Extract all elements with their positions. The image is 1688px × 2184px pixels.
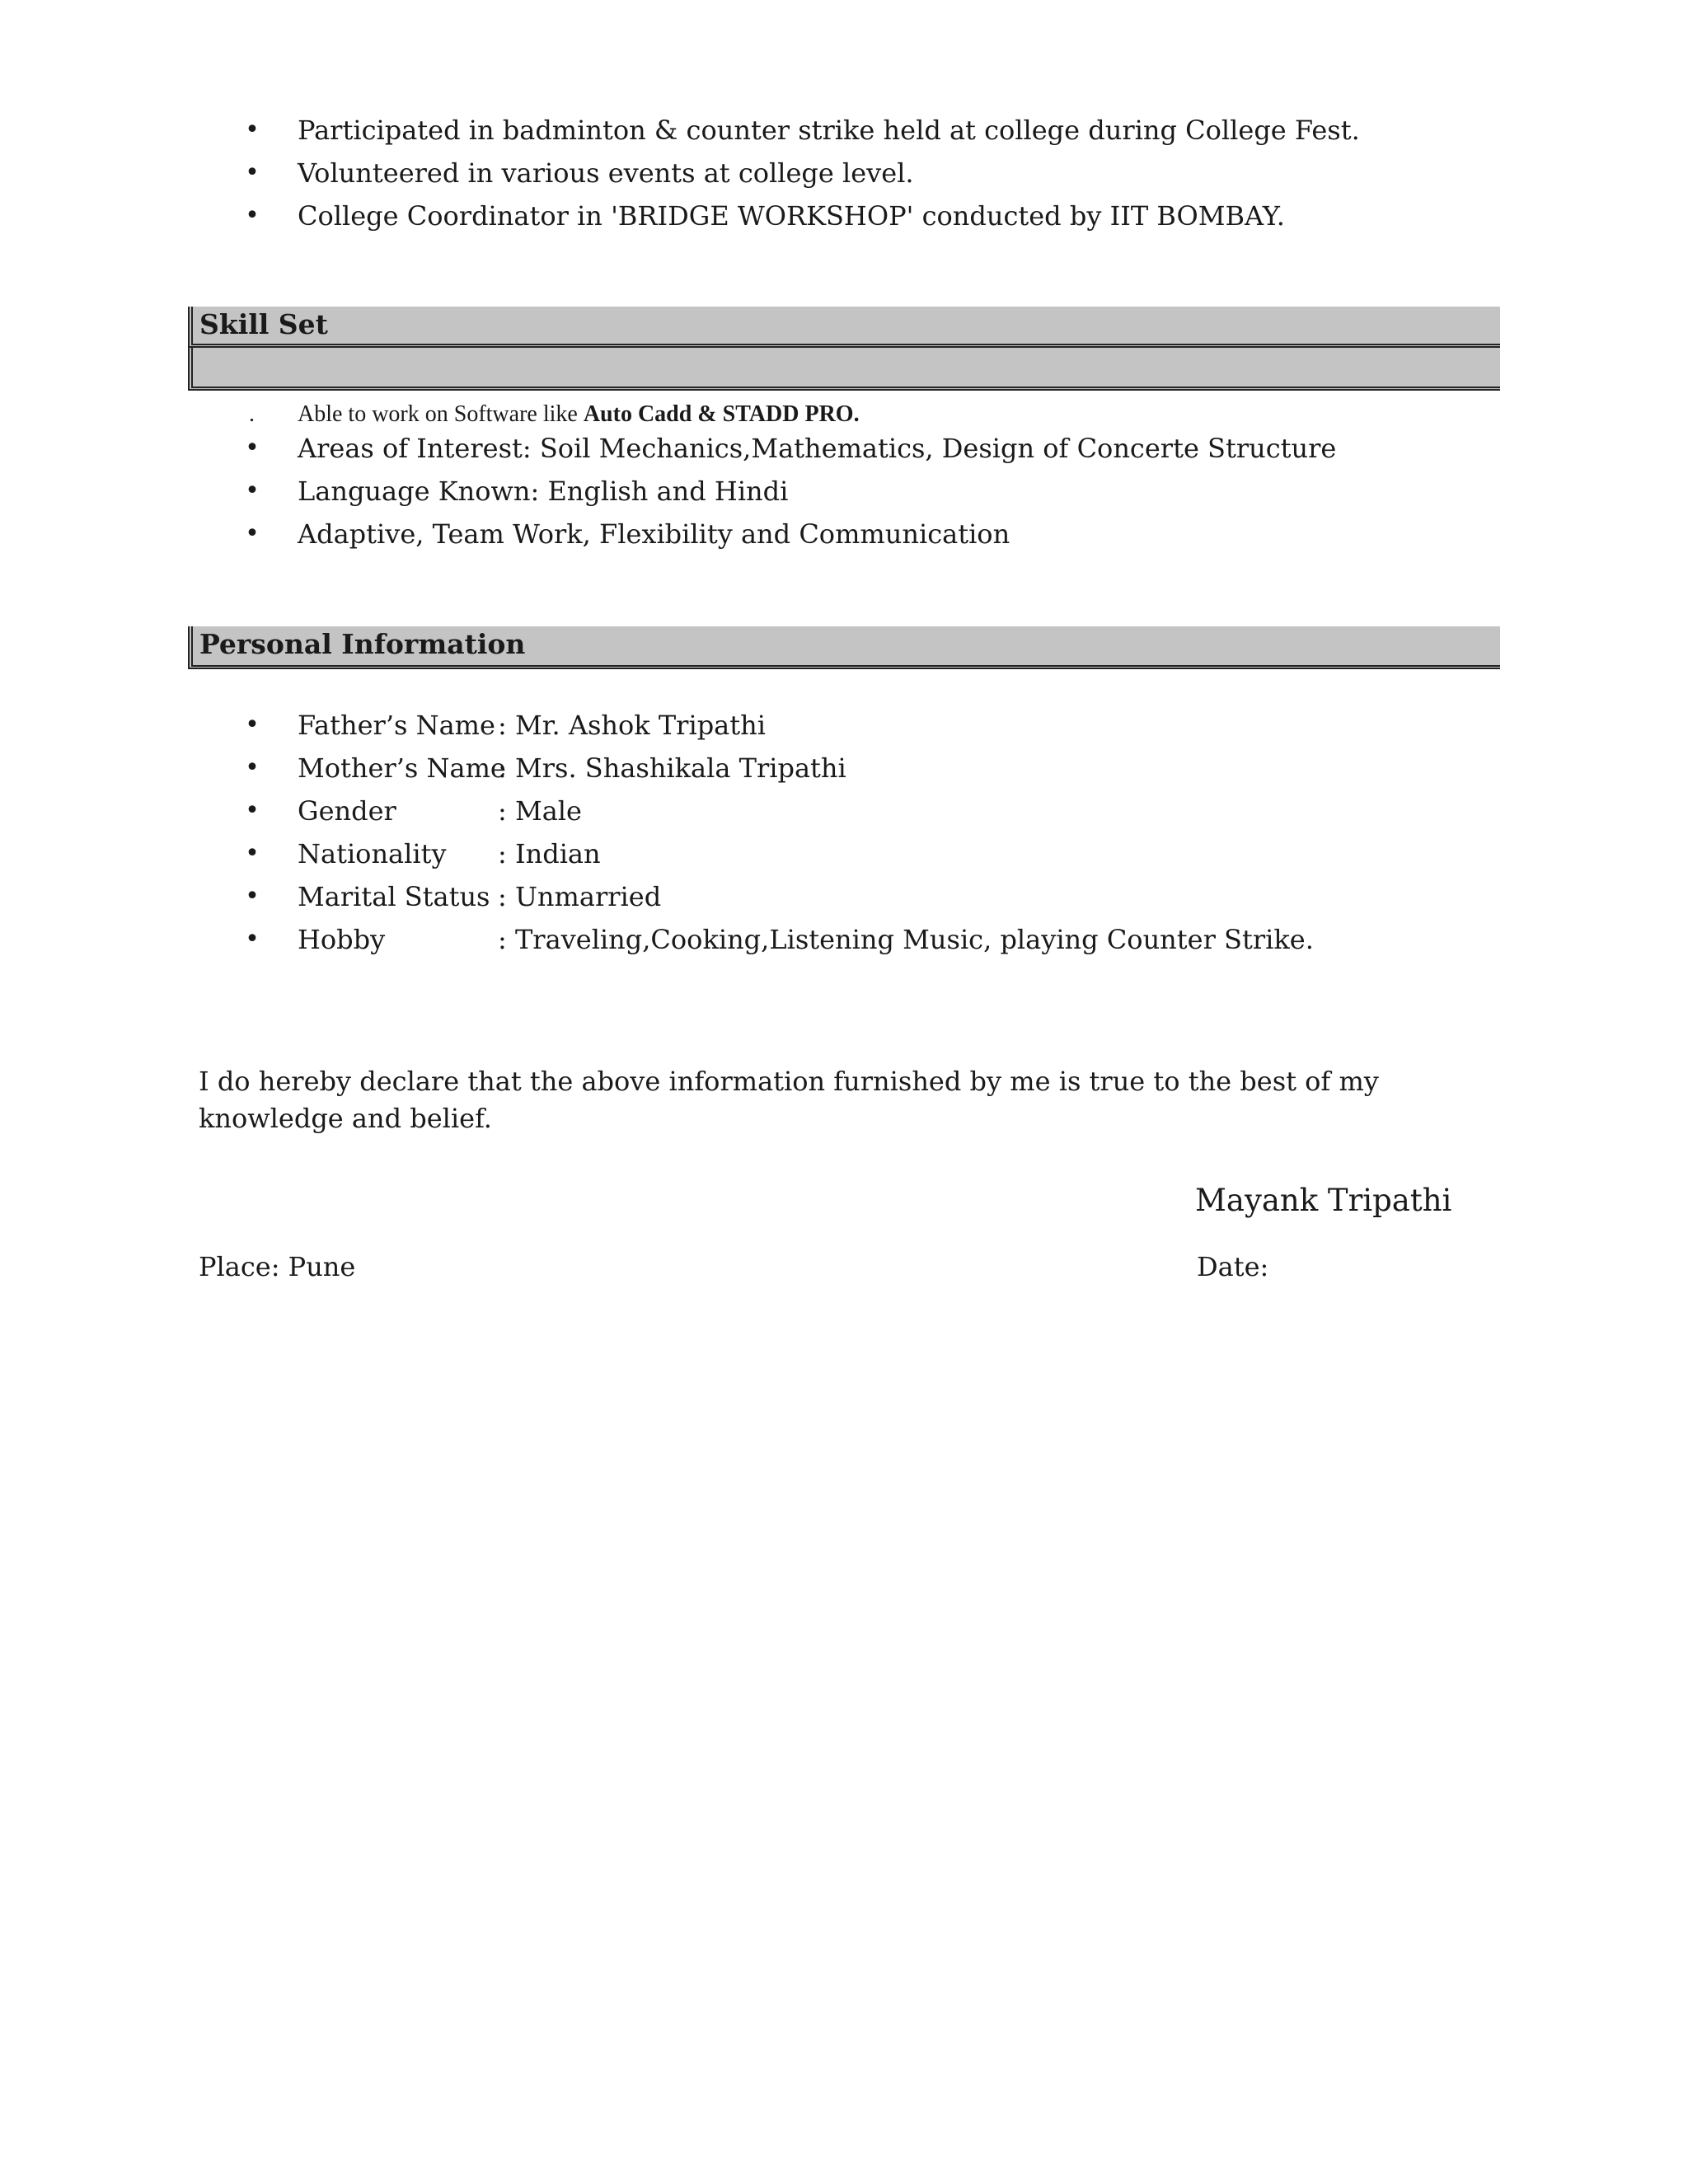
field-value: : Unmarried <box>498 881 662 912</box>
field-value: : Mr. Ashok Tripathi <box>498 710 766 741</box>
field-value: : Indian <box>498 838 601 869</box>
field-label: Mother’s Name <box>298 752 506 784</box>
bullet-icon: • <box>245 158 260 187</box>
bullet-icon: • <box>245 710 260 739</box>
bullet-icon: • <box>245 796 260 825</box>
skill-set-header-band <box>188 348 1500 391</box>
bullet-icon: • <box>245 201 260 230</box>
field-label: Gender <box>298 795 396 827</box>
list-item <box>244 875 1314 918</box>
activity-text: Participated in badminton & counter strike held at college during College Fest. <box>298 115 1360 146</box>
activity-text: Volunteered in various events at college level. <box>298 157 914 189</box>
field-label: Marital Status <box>298 881 490 912</box>
bullet-icon: • <box>245 519 260 548</box>
section-title: Personal Information <box>199 628 526 660</box>
bullet-icon: • <box>245 753 260 782</box>
bullet-icon: • <box>245 839 260 868</box>
bullet-icon: • <box>245 476 260 505</box>
field-label: Nationality <box>298 838 447 869</box>
section-title: Skill Set <box>199 308 328 340</box>
date-field: Date: <box>1197 1251 1269 1282</box>
list-item <box>244 470 1336 513</box>
field-value: : Traveling,Cooking,Listening Music, playing Counter Strike. <box>498 924 1314 955</box>
list-item <box>244 704 1314 747</box>
bullet-icon: • <box>245 925 260 954</box>
declaration-text: I do hereby declare that the above information furnished by me is true to the best of my knowledge and belief. <box>199 1066 1379 1134</box>
activities-list <box>244 109 1360 237</box>
list-item <box>244 918 1314 961</box>
list-item <box>244 832 1314 875</box>
field-value: : Mrs. Shashikala Tripathi <box>498 752 846 784</box>
activity-text: College Coordinator in 'BRIDGE WORKSHOP' conducted by IIT BOMBAY. <box>298 200 1285 232</box>
personal-information-list <box>244 704 1314 961</box>
place-field: Place: Pune <box>199 1251 356 1282</box>
skills-list <box>244 427 1336 555</box>
personal-information-header <box>188 626 1500 669</box>
list-item <box>244 152 1360 194</box>
bullet-icon: • <box>245 115 260 144</box>
field-label: Father’s Name <box>298 710 495 741</box>
field-value: : Male <box>498 795 582 827</box>
list-item <box>244 790 1314 832</box>
list-item <box>244 513 1336 555</box>
bullet-marker: . <box>249 401 255 427</box>
list-item <box>244 194 1360 237</box>
skill-text: Areas of Interest: Soil Mechanics,Mathematics, Design of Concerte Structure <box>298 433 1337 464</box>
field-label: Hobby <box>298 924 386 955</box>
signature-name: Mayank Tripathi <box>1195 1183 1452 1218</box>
software-skill-names: Auto Cadd & STADD PRO. <box>583 401 860 427</box>
list-item <box>244 109 1360 152</box>
bullet-icon: • <box>245 882 260 911</box>
bullet-icon: • <box>245 434 260 462</box>
skill-text: Adaptive, Team Work, Flexibility and Communication <box>298 518 1010 550</box>
software-skill-text: Able to work on Software like <box>298 401 584 427</box>
skill-set-header <box>188 307 1500 348</box>
skill-text: Language Known: English and Hindi <box>298 476 789 507</box>
list-item <box>244 747 1314 790</box>
list-item <box>244 427 1336 470</box>
